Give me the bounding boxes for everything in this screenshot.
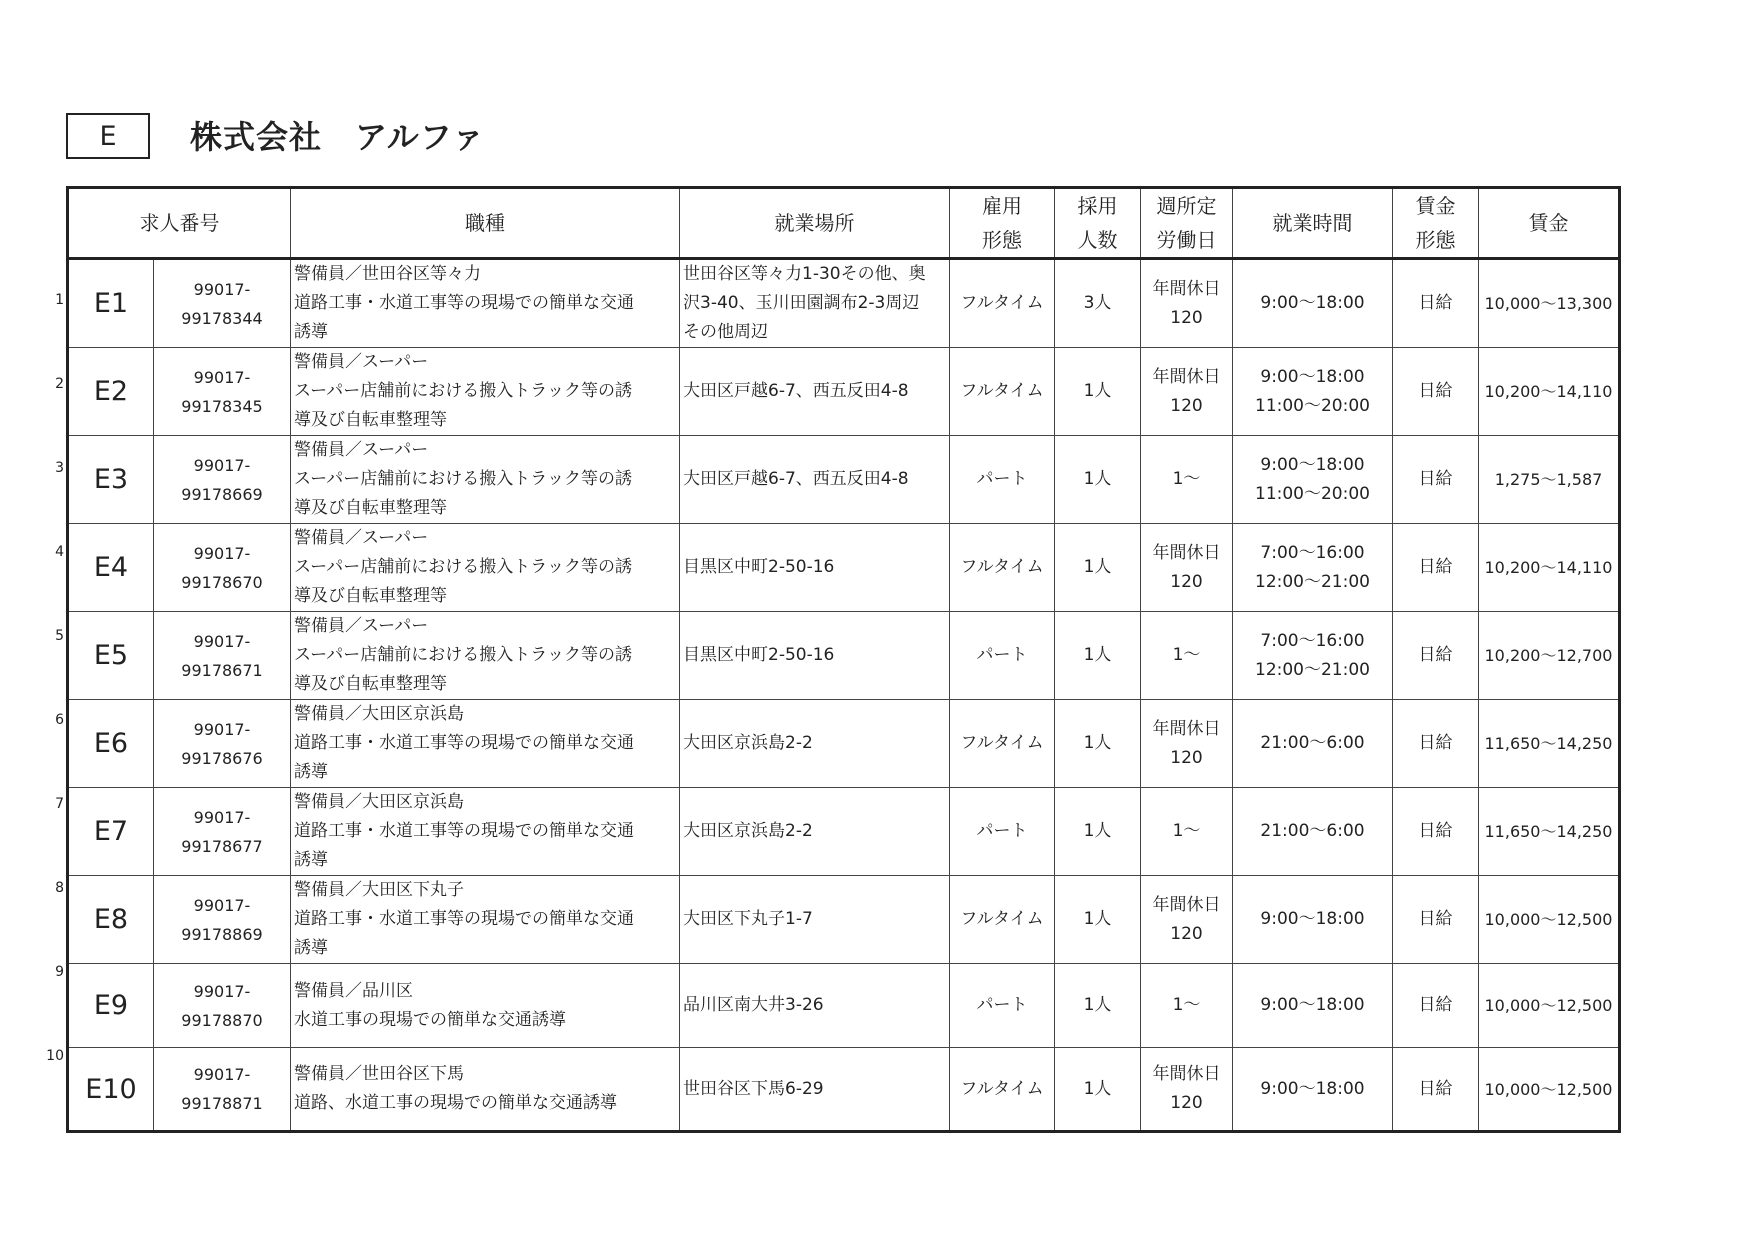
- occupation: [291, 259, 680, 348]
- table-row: [68, 788, 1620, 876]
- header-wage-type-line2: 形態: [1415, 228, 1456, 252]
- row-number: 1: [55, 292, 64, 308]
- hours-line: 9:00～18:00: [1260, 454, 1365, 475]
- occupation-line: 道路工事・水道工事等の現場での簡単な交通: [294, 733, 634, 753]
- hours: [1233, 876, 1393, 964]
- table-row: [68, 524, 1620, 612]
- hours: [1233, 1048, 1393, 1132]
- header-wage-type: [1393, 188, 1479, 259]
- hires: 1人: [1055, 348, 1141, 436]
- hours: [1233, 612, 1393, 700]
- occupation-line: 警備員／大田区京浜島: [294, 704, 464, 724]
- weekly-days-line: 年間休日: [1152, 542, 1221, 563]
- occupation-line: 導及び自転車整理等: [294, 674, 447, 694]
- location: [680, 1048, 950, 1132]
- occupation: [291, 964, 680, 1048]
- header-weekly-days-line2: 労働日: [1156, 228, 1217, 252]
- header-weekly-days: [1141, 188, 1233, 259]
- weekly-days-line: 1～: [1172, 821, 1201, 841]
- wage: 10,200～12,700: [1479, 612, 1620, 700]
- occupation: [291, 612, 680, 700]
- occupation-line: 導及び自転車整理等: [294, 586, 447, 606]
- hours-line: 9:00～18:00: [1260, 1078, 1365, 1099]
- job-number: 99017-99178670: [154, 524, 291, 612]
- weekly-days: [1141, 348, 1233, 436]
- header-hours: 就業時間: [1233, 188, 1393, 259]
- occupation-line: 導及び自転車整理等: [294, 410, 447, 430]
- weekly-days-line: 年間休日: [1152, 718, 1221, 739]
- location-line: 品川区南大井3-26: [683, 995, 824, 1015]
- location: [680, 876, 950, 964]
- occupation-line: 警備員／品川区: [294, 980, 413, 1001]
- table-row: [68, 1048, 1620, 1132]
- wage-type: 日給: [1393, 524, 1479, 612]
- row-number: 6: [55, 712, 64, 728]
- weekly-days-line: 年間休日: [1152, 1064, 1221, 1084]
- location: [680, 964, 950, 1048]
- header-hires-line1: 採用: [1077, 194, 1118, 218]
- row-number: 5: [55, 628, 64, 644]
- location-line: 世田谷区下馬6-29: [683, 1078, 824, 1099]
- job-number: 99017-99178345: [154, 348, 291, 436]
- location-line: 沢3-40、玉川田園調布2-3周辺: [683, 293, 920, 313]
- table-row: [68, 259, 1620, 348]
- employment-type: パート: [950, 964, 1055, 1048]
- weekly-days-line: 年間休日: [1152, 894, 1221, 915]
- occupation-line: 道路、水道工事の現場での簡単な交通誘導: [294, 1093, 617, 1113]
- row-number: 8: [55, 880, 64, 896]
- wage-type: 日給: [1393, 1048, 1479, 1132]
- header-employment-type: [950, 188, 1055, 259]
- occupation-line: 警備員／世田谷区下馬: [294, 1064, 464, 1084]
- hours-line: 12:00～21:00: [1255, 571, 1370, 592]
- hours-line: 11:00～20:00: [1255, 483, 1370, 504]
- job-code: E5: [68, 612, 154, 700]
- job-code: E9: [68, 964, 154, 1048]
- hires: 1人: [1055, 964, 1141, 1048]
- hours-line: 7:00～16:00: [1260, 630, 1365, 651]
- employment-type: フルタイム: [950, 348, 1055, 436]
- wage: 11,650～14,250: [1479, 788, 1620, 876]
- row-number: 9: [55, 964, 64, 980]
- job-number: 99017-99178871: [154, 1048, 291, 1132]
- occupation: [291, 876, 680, 964]
- header-location: 就業場所: [680, 188, 950, 259]
- employment-type: フルタイム: [950, 259, 1055, 348]
- table-row: [68, 348, 1620, 436]
- weekly-days: [1141, 964, 1233, 1048]
- job-code: E10: [68, 1048, 154, 1132]
- location-line: 大田区下丸子1-7: [683, 909, 813, 929]
- occupation-line: 警備員／大田区下丸子: [294, 880, 464, 900]
- occupation-line: スーパー店舗前における搬入トラック等の誘: [294, 469, 632, 489]
- weekly-days-line: 120: [1170, 747, 1203, 768]
- occupation-line: スーパー店舗前における搬入トラック等の誘: [294, 557, 632, 577]
- header-employment-type-line1: 雇用: [982, 194, 1022, 218]
- occupation-line: 道路工事・水道工事等の現場での簡単な交通: [294, 909, 634, 929]
- hires: 1人: [1055, 788, 1141, 876]
- hires: 1人: [1055, 524, 1141, 612]
- job-number: 99017-99178870: [154, 964, 291, 1048]
- hires: 1人: [1055, 700, 1141, 788]
- wage: 1,275～1,587: [1479, 436, 1620, 524]
- occupation-line: 誘導: [294, 322, 328, 342]
- header-wage-type-line1: 賃金: [1415, 194, 1456, 218]
- job-number: 99017-99178669: [154, 436, 291, 524]
- location-line: 目黒区中町2-50-16: [683, 645, 835, 665]
- hours-line: 12:00～21:00: [1255, 659, 1370, 680]
- header-occupation: 職種: [291, 188, 680, 259]
- occupation: [291, 436, 680, 524]
- wage: 10,200～14,110: [1479, 524, 1620, 612]
- job-code: E2: [68, 348, 154, 436]
- row-number: 2: [55, 376, 64, 392]
- wage-type: 日給: [1393, 876, 1479, 964]
- weekly-days: [1141, 612, 1233, 700]
- job-number: 99017-99178676: [154, 700, 291, 788]
- wage-type: 日給: [1393, 259, 1479, 348]
- occupation-line: 道路工事・水道工事等の現場での簡単な交通: [294, 821, 634, 841]
- row-number: 10: [46, 1048, 64, 1064]
- weekly-days-line: 120: [1170, 307, 1203, 328]
- hours: [1233, 348, 1393, 436]
- hours-line: 9:00～18:00: [1260, 909, 1365, 929]
- occupation-line: 警備員／世田谷区等々力: [294, 264, 481, 284]
- occupation: [291, 1048, 680, 1132]
- hours-line: 9:00～18:00: [1260, 995, 1365, 1015]
- weekly-days-line: 120: [1170, 571, 1203, 592]
- hours-line: 9:00～18:00: [1260, 293, 1365, 313]
- wage: 10,000～12,500: [1479, 964, 1620, 1048]
- weekly-days-line: 120: [1170, 1093, 1203, 1113]
- location: [680, 700, 950, 788]
- hires: 1人: [1055, 1048, 1141, 1132]
- occupation-line: 警備員／スーパー: [294, 440, 429, 460]
- table-row: [68, 436, 1620, 524]
- location-line: 大田区京浜島2-2: [683, 821, 813, 841]
- hires: 1人: [1055, 876, 1141, 964]
- hours-line: 7:00～16:00: [1260, 542, 1365, 563]
- occupation-line: スーパー店舗前における搬入トラック等の誘: [294, 645, 632, 665]
- wage-type: 日給: [1393, 348, 1479, 436]
- occupation-line: 道路工事・水道工事等の現場での簡単な交通: [294, 293, 634, 313]
- wage: 11,650～14,250: [1479, 700, 1620, 788]
- wage: 10,000～13,300: [1479, 259, 1620, 348]
- job-listings-table: [66, 186, 1621, 1133]
- location: [680, 788, 950, 876]
- weekly-days: [1141, 1048, 1233, 1132]
- occupation-line: 誘導: [294, 938, 328, 958]
- header-hires: [1055, 188, 1141, 259]
- hours-line: 21:00～6:00: [1260, 821, 1365, 841]
- employment-type: フルタイム: [950, 700, 1055, 788]
- table-body: [68, 259, 1620, 1132]
- job-code: E6: [68, 700, 154, 788]
- wage-type: 日給: [1393, 612, 1479, 700]
- occupation: [291, 348, 680, 436]
- weekly-days: [1141, 876, 1233, 964]
- hires: 3人: [1055, 259, 1141, 348]
- job-code: E4: [68, 524, 154, 612]
- weekly-days-line: 1～: [1172, 645, 1201, 665]
- job-number: 99017-99178677: [154, 788, 291, 876]
- hours: [1233, 964, 1393, 1048]
- job-code: E1: [68, 259, 154, 348]
- weekly-days-line: 120: [1170, 395, 1203, 416]
- table-row: [68, 700, 1620, 788]
- occupation-line: 水道工事の現場での簡単な交通誘導: [294, 1009, 566, 1030]
- row-number: 4: [55, 544, 64, 560]
- occupation-line: 警備員／スーパー: [294, 352, 429, 372]
- hours-line: 21:00～6:00: [1260, 733, 1365, 753]
- section-code-box: [66, 113, 150, 159]
- employment-type: パート: [950, 788, 1055, 876]
- table-row: [68, 612, 1620, 700]
- occupation-line: 導及び自転車整理等: [294, 498, 447, 518]
- occupation-line: 警備員／スーパー: [294, 528, 429, 548]
- occupation-line: 警備員／大田区京浜島: [294, 792, 464, 812]
- location: [680, 436, 950, 524]
- occupation: [291, 700, 680, 788]
- header-job-number: 求人番号: [68, 188, 291, 259]
- location-line: 大田区戸越6-7、西五反田4-8: [683, 469, 909, 489]
- employment-type: パート: [950, 612, 1055, 700]
- wage-type: 日給: [1393, 964, 1479, 1048]
- employment-type: パート: [950, 436, 1055, 524]
- location-line: その他周辺: [683, 322, 768, 342]
- hours-line: 11:00～20:00: [1255, 395, 1370, 416]
- location-line: 大田区戸越6-7、西五反田4-8: [683, 381, 909, 401]
- weekly-days: [1141, 700, 1233, 788]
- wage-type: 日給: [1393, 700, 1479, 788]
- job-code: E3: [68, 436, 154, 524]
- occupation-line: スーパー店舗前における搬入トラック等の誘: [294, 381, 632, 401]
- weekly-days: [1141, 259, 1233, 348]
- header-hires-line2: 人数: [1077, 228, 1118, 252]
- weekly-days: [1141, 436, 1233, 524]
- company-name: 株式会社 アルファ: [190, 118, 486, 156]
- hires: 1人: [1055, 436, 1141, 524]
- location-line: 目黒区中町2-50-16: [683, 557, 835, 577]
- hours: [1233, 436, 1393, 524]
- wage-type: 日給: [1393, 788, 1479, 876]
- weekly-days-line: 1～: [1172, 469, 1201, 489]
- job-number: 99017-99178344: [154, 259, 291, 348]
- occupation-line: 警備員／スーパー: [294, 616, 429, 636]
- location: [680, 612, 950, 700]
- table-row: [68, 876, 1620, 964]
- occupation-line: 誘導: [294, 850, 328, 870]
- wage: 10,200～14,110: [1479, 348, 1620, 436]
- location: [680, 348, 950, 436]
- wage: 10,000～12,500: [1479, 876, 1620, 964]
- hires: 1人: [1055, 612, 1141, 700]
- location: [680, 259, 950, 348]
- table-row: [68, 964, 1620, 1048]
- wage: 10,000～12,500: [1479, 1048, 1620, 1132]
- occupation: [291, 524, 680, 612]
- weekly-days-line: 1～: [1172, 995, 1201, 1015]
- job-code: E7: [68, 788, 154, 876]
- row-number: 3: [55, 460, 64, 476]
- header-weekly-days-line1: 週所定: [1156, 194, 1217, 218]
- job-number: 99017-99178671: [154, 612, 291, 700]
- location-line: 世田谷区等々力1-30その他、奥: [683, 264, 926, 284]
- weekly-days: [1141, 788, 1233, 876]
- employment-type: フルタイム: [950, 524, 1055, 612]
- weekly-days: [1141, 524, 1233, 612]
- hours: [1233, 524, 1393, 612]
- header-employment-type-line2: 形態: [982, 228, 1022, 252]
- job-number: 99017-99178869: [154, 876, 291, 964]
- hours: [1233, 259, 1393, 348]
- section-code: E: [99, 120, 117, 152]
- location: [680, 524, 950, 612]
- employment-type: フルタイム: [950, 1048, 1055, 1132]
- header-wage: 賃金: [1479, 188, 1620, 259]
- weekly-days-line: 年間休日: [1152, 366, 1221, 387]
- row-number: 7: [55, 796, 64, 812]
- table-header: [68, 188, 1620, 259]
- location-line: 大田区京浜島2-2: [683, 733, 813, 753]
- wage-type: 日給: [1393, 436, 1479, 524]
- weekly-days-line: 120: [1170, 923, 1203, 944]
- hours-line: 9:00～18:00: [1260, 366, 1365, 387]
- job-code: E8: [68, 876, 154, 964]
- weekly-days-line: 年間休日: [1152, 278, 1221, 299]
- occupation: [291, 788, 680, 876]
- employment-type: フルタイム: [950, 876, 1055, 964]
- hours: [1233, 700, 1393, 788]
- occupation-line: 誘導: [294, 762, 328, 782]
- hours: [1233, 788, 1393, 876]
